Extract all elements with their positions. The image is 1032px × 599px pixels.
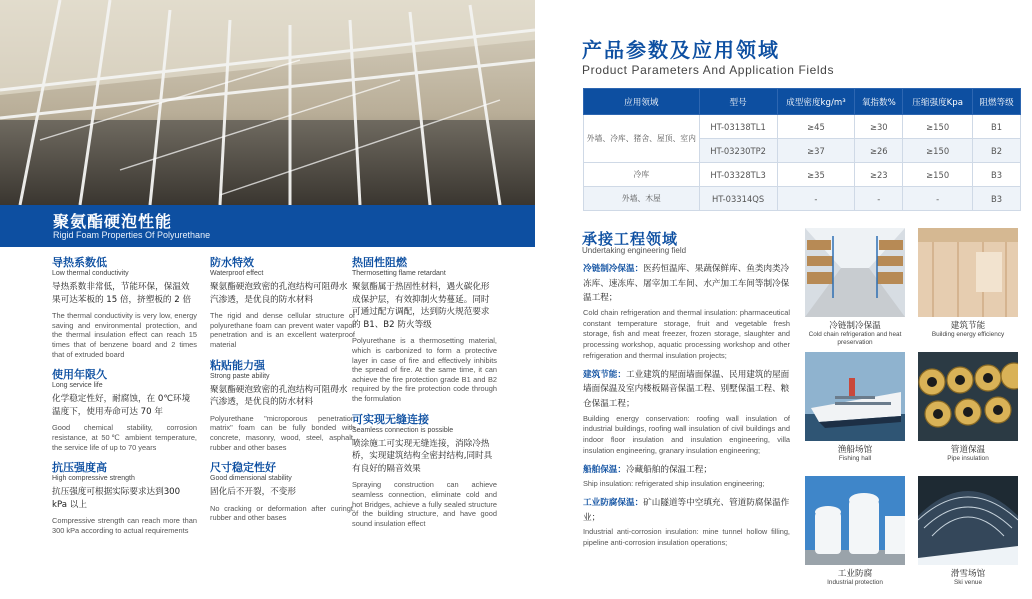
page-title-en: Product Parameters And Application Fields	[582, 63, 835, 77]
feature-text-cn: 聚氨酯硬泡致密的孔泡结构可阻碍水汽渗透，是优良的防水材料	[210, 282, 348, 305]
features-column-1	[52, 256, 197, 545]
engineering-label: 工业防腐保温：	[583, 498, 644, 509]
pipes-image	[918, 352, 1018, 441]
banner-title-cn: 聚氨酯硬泡性能	[53, 212, 173, 231]
engineering-item-industrial	[583, 496, 790, 549]
feature-text-en: Spraying construction can achieve seamless connection, eliminate cold and hot Bridges, achieve a fully sealed structure of the building structure, and have good sound insulation effect	[352, 480, 497, 528]
cell-strength: ≥150	[903, 163, 973, 187]
photo-cold-chain	[805, 228, 905, 347]
cell-model: HT-03314QS	[699, 187, 777, 211]
cell-grade: B2	[973, 139, 1021, 163]
building-interior-image	[918, 228, 1018, 317]
photo-caption-cn: 建筑节能	[950, 321, 986, 331]
features-column-3	[352, 256, 497, 537]
feature-text-cn: 聚氨酯属于热固性材料，遇火碳化形成保护层，有效抑制火势蔓延。同时可通过配方调配，达到防火规范要求的 B1、B2 防火等级	[352, 282, 490, 330]
engineering-text-cn	[583, 496, 790, 525]
cell-grade: B3	[973, 163, 1021, 187]
table-row	[584, 163, 1021, 187]
engineering-text-cn	[583, 463, 790, 478]
cell-grade: B1	[973, 115, 1021, 139]
table-row	[584, 115, 1021, 139]
engineering-label: 船舶保温：	[583, 464, 626, 475]
photo-caption-cn: 冷链制冷保温	[829, 321, 881, 331]
hero-photo-foam-ceiling	[0, 0, 535, 205]
feature-text-en: Polyurethane is a thermosetting material, which is carbonized to form a protective layer in case of fire and effectively inhibits the spread of fire. At the same time, it can achieve the fire protection grade B1 and B2 required by the fire protection code through the formulation	[352, 336, 497, 403]
cell-model: HT-03328TL3	[699, 163, 777, 187]
cell-strength: -	[903, 187, 973, 211]
feature-long-service-life	[52, 368, 197, 452]
feature-text-en: No cracking or deformation after curingt, rubber and other bases	[210, 503, 355, 523]
photo-ski	[918, 476, 1018, 587]
cell-application: 冷库	[584, 163, 700, 187]
feature-high-compressive-strength	[52, 461, 197, 535]
header-compressive-strength: 压缩强度Kpa	[903, 89, 973, 115]
feature-title-cn: 抗压强度高	[52, 461, 107, 475]
feature-text-cn: 抗压强度可根据实际要求达到300 kPa 以上	[52, 487, 181, 510]
header-oxygen-index: 氧指数%	[855, 89, 903, 115]
header-density: 成型密度kg/m³	[777, 89, 855, 115]
feature-title-cn: 可实现无缝连接	[352, 412, 429, 426]
photo-caption-en: Building energy efficiency	[931, 331, 1005, 338]
engineering-desc-cn: 工业建筑的屋面墙面保温、民用建筑的屋面墙面保温及室内楼板隔音保温工程、别墅保温工程、粮仓保温工程；	[583, 369, 790, 409]
engineering-text-cn	[583, 262, 790, 306]
feature-title-cn: 使用年限久	[52, 368, 107, 382]
photo-caption-cn: 工业防腐	[837, 569, 873, 579]
feature-flame-retardant	[352, 256, 497, 404]
engineering-item-cold-chain	[583, 262, 790, 362]
section-banner	[0, 205, 535, 247]
feature-title-en: Long service life	[52, 382, 103, 390]
engineering-label: 冷链制冷保温：	[583, 264, 644, 274]
feature-low-thermal-conductivity	[52, 256, 197, 359]
engineering-title-cn: 承接工程领域	[582, 230, 679, 248]
photo-fishing	[805, 352, 905, 463]
engineering-text-cn	[583, 368, 790, 412]
cell-model: HT-03230TP2	[699, 139, 777, 163]
photo-building	[918, 228, 1018, 339]
cell-oxygen: ≥26	[855, 139, 903, 163]
cell-application: 外墙、冷库、猪舍、屋顶、室内	[584, 115, 700, 163]
engineering-text-en: Ship insulation: refrigerated ship insulation engineering;	[583, 479, 765, 489]
cell-density: ≥45	[777, 115, 855, 139]
page-title-cn: 产品参数及应用领域	[582, 38, 780, 62]
engineering-label: 建筑节能：	[583, 369, 626, 380]
features-column-2	[210, 256, 355, 532]
feature-title-cn: 热固性阻燃	[352, 256, 407, 269]
feature-title-en: Waterproof effect	[210, 270, 264, 277]
right-page	[540, 0, 1032, 599]
feature-title-en: Good dimensional stability	[210, 475, 292, 483]
feature-title-en: Thermosetting flame retardant	[352, 270, 446, 277]
feature-text-cn: 喷涂施工可实现无缝连接，消除冷热桥，实现建筑结构全密封结构,同时具有良好的隔音效果	[352, 438, 493, 474]
engineering-desc-cn: 医药恒温库、果蔬保鲜库、鱼类肉类冷冻库、速冻库、屠宰加工车间、水产加工车间等制冷保温工程；	[583, 264, 790, 304]
feature-text-cn: 导热系数非常低，节能环保，保温效果可达苯板的 15 倍，挤塑板的 2 倍	[52, 282, 192, 305]
cell-model: HT-03138TL1	[699, 115, 777, 139]
engineering-title-en: Undertaking engineering field	[582, 246, 687, 255]
banner-title-en: Rigid Foam Properties Of Polyurethane	[53, 230, 211, 240]
photo-caption-cn: 渔船场馆	[837, 445, 873, 455]
feature-dimensional-stability	[210, 461, 355, 523]
photo-pipe	[918, 352, 1018, 463]
cell-strength: ≥150	[903, 115, 973, 139]
cell-strength: ≥150	[903, 139, 973, 163]
tanks-image	[805, 476, 905, 565]
feature-text-en: Compressive strength can reach more than 300 kPa according to actual requirements	[52, 516, 197, 535]
engineering-desc-cn: 冷藏船舶的保温工程；	[625, 464, 712, 475]
photo-caption-cn: 滑雪场馆	[950, 569, 986, 579]
feature-paste-ability	[210, 359, 355, 453]
feature-title-cn: 防水特效	[210, 256, 254, 269]
feature-text-cn: 化学稳定性好，耐腐蚀，在 0℃环境温度下，使用寿命可达 70 年	[52, 394, 191, 417]
cell-oxygen: ≥30	[855, 115, 903, 139]
feature-waterproof	[210, 256, 355, 350]
feature-title-en: Low thermal conductivity	[52, 270, 129, 277]
feature-title-cn: 尺寸稳定性好	[210, 461, 276, 475]
header-flame-grade: 阻燃等级	[973, 89, 1021, 115]
feature-title-en: Strong paste ability	[210, 372, 270, 380]
cell-oxygen: ≥23	[855, 163, 903, 187]
feature-text-en: The thermal conductivity is very low, energy saving and environmental protection, and the thermal insulation effect can reach 15 times that of benzene board and 2 times that of extruded board	[52, 311, 197, 359]
cell-density: ≥37	[777, 139, 855, 163]
cell-density: ≥35	[777, 163, 855, 187]
feature-title-cn: 粘贴能力强	[210, 358, 265, 372]
photo-caption-cn: 管道保温	[950, 445, 986, 455]
cell-density: -	[777, 187, 855, 211]
feature-title-en: High compressive strength	[52, 475, 135, 483]
feature-text-en: Good chemical stability, corrosion resistance, at 50℃ ambient temperature, the service life of up to 70 years	[52, 423, 197, 452]
table-header-row	[584, 89, 1021, 115]
ship-image	[805, 352, 905, 441]
engineering-item-building	[583, 368, 790, 457]
product-parameters-table	[583, 88, 1021, 211]
ski-venue-image	[918, 476, 1018, 565]
cell-oxygen: -	[855, 187, 903, 211]
photo-caption-en: Pipe insulation	[947, 455, 989, 462]
photo-caption-en: Ski venue	[953, 579, 983, 586]
feature-text-en: The rigid and dense cellular structure of polyurethane foam can prevent water vapor penetration and is an excellent waterproof material	[210, 311, 355, 349]
warehouse-image	[805, 228, 905, 317]
cell-grade: B3	[973, 187, 1021, 211]
header-application: 应用领域	[584, 89, 700, 115]
table-row	[584, 187, 1021, 211]
engineering-item-ship	[583, 463, 790, 490]
engineering-desc-cn: 矿山隧道等中空填充、管道防腐保温作业；	[583, 498, 790, 523]
photo-caption-en: Fishing hall	[838, 455, 872, 462]
feature-title-cn: 导热系数低	[52, 256, 107, 269]
feature-text-en: Polyurethane "microporous penetration matrix" foam can be fully bonded with concrete, masonry, wood, steel, asphalt, rubber and other bases	[210, 413, 355, 452]
photo-caption-en: Cold chain refrigeration and heat preservation	[808, 331, 902, 346]
header-model: 型号	[699, 89, 777, 115]
feature-seamless-connection	[352, 413, 497, 529]
engineering-text-en: Cold chain refrigeration and thermal insulation: pharmaceutical constant temperature storage, fruit and vegetable fresh storage, fish and meat freezer, frozen storage, slaughter and processing workshop, aquatic processing workshop and other refrigeration and thermal insulation projects;	[583, 307, 790, 360]
engineering-text-en: Building energy conservation: roofing wall insulation of industrial buildings, roofing wall insulation of civil buildings and indoor floor insulation and insulation engineering, villa insulation engineering, granary insulation engineering;	[583, 413, 790, 455]
engineering-text-en: Industrial anti-corrosion insulation: mine tunnel hollow filling, pipeline anti-corrosion insulation operations;	[583, 527, 790, 548]
feature-title-en: Seamless connection is possible	[352, 426, 454, 434]
feature-text-cn: 聚氨酯硬泡致密的孔泡结构可阻碍水汽渗透，是优良的防水材料	[210, 384, 348, 408]
photo-caption-en: Industrial protection	[827, 579, 883, 586]
feature-text-cn: 固化后不开裂，不变形	[210, 487, 296, 498]
cell-application: 外墙、木屋	[584, 187, 700, 211]
engineering-list	[583, 262, 790, 555]
photo-industrial	[805, 476, 905, 587]
